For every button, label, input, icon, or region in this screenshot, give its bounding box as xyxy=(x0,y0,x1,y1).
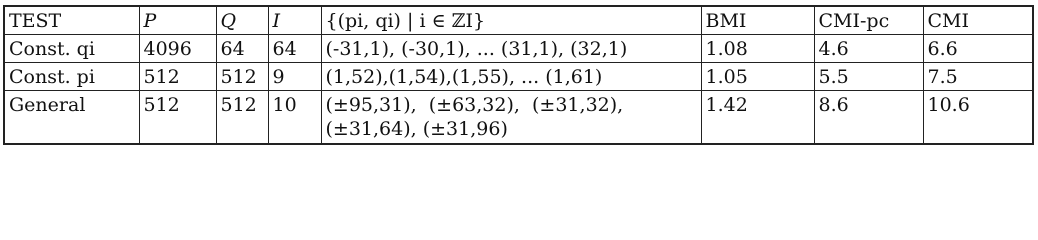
cell-cmi: 10.6 xyxy=(923,91,1033,145)
cell-p: 512 xyxy=(139,91,216,145)
header-q: Q xyxy=(216,6,268,35)
cell-cmi-pc: 5.5 xyxy=(814,63,923,91)
cell-bmi: 1.05 xyxy=(701,63,814,91)
header-set: {(pi, qi) | i ∈ ℤI} xyxy=(321,6,701,35)
header-i: I xyxy=(268,6,321,35)
cell-bmi: 1.08 xyxy=(701,35,814,63)
table-row xyxy=(4,63,1033,91)
cell-q: 512 xyxy=(216,91,268,145)
header-cmi: CMI xyxy=(923,6,1033,35)
cell-set xyxy=(321,91,701,145)
cell-p: 512 xyxy=(139,63,216,91)
cell-i: 10 xyxy=(268,91,321,145)
cell-cmi: 6.6 xyxy=(923,35,1033,63)
cell-q: 512 xyxy=(216,63,268,91)
cell-cmi-pc: 8.6 xyxy=(814,91,923,145)
cell-set: (-31,1), (-30,1), ... (31,1), (32,1) xyxy=(321,35,701,63)
cell-q: 64 xyxy=(216,35,268,63)
header-p: P xyxy=(139,6,216,35)
header-test: TEST xyxy=(4,6,139,35)
header-cmi-pc: CMI-pc xyxy=(814,6,923,35)
cell-cmi-pc: 4.6 xyxy=(814,35,923,63)
cell-i: 64 xyxy=(268,35,321,63)
cell-p: 4096 xyxy=(139,35,216,63)
cell-bmi: 1.42 xyxy=(701,91,814,145)
cell-test: General xyxy=(4,91,139,145)
cell-test: Const. qi xyxy=(4,35,139,63)
table-row xyxy=(4,91,1033,145)
cell-i: 9 xyxy=(268,63,321,91)
cell-test: Const. pi xyxy=(4,63,139,91)
results-table xyxy=(3,5,1034,145)
cell-cmi: 7.5 xyxy=(923,63,1033,91)
header-bmi: BMI xyxy=(701,6,814,35)
table-row xyxy=(4,35,1033,63)
cell-set-line-1: (±95,31), (±63,32), (±31,32), xyxy=(325,94,624,116)
cell-set-line-2: (±31,64), (±31,96) xyxy=(325,118,508,140)
cell-set: (1,52),(1,54),(1,55), ... (1,61) xyxy=(321,63,701,91)
header-row xyxy=(4,6,1033,35)
